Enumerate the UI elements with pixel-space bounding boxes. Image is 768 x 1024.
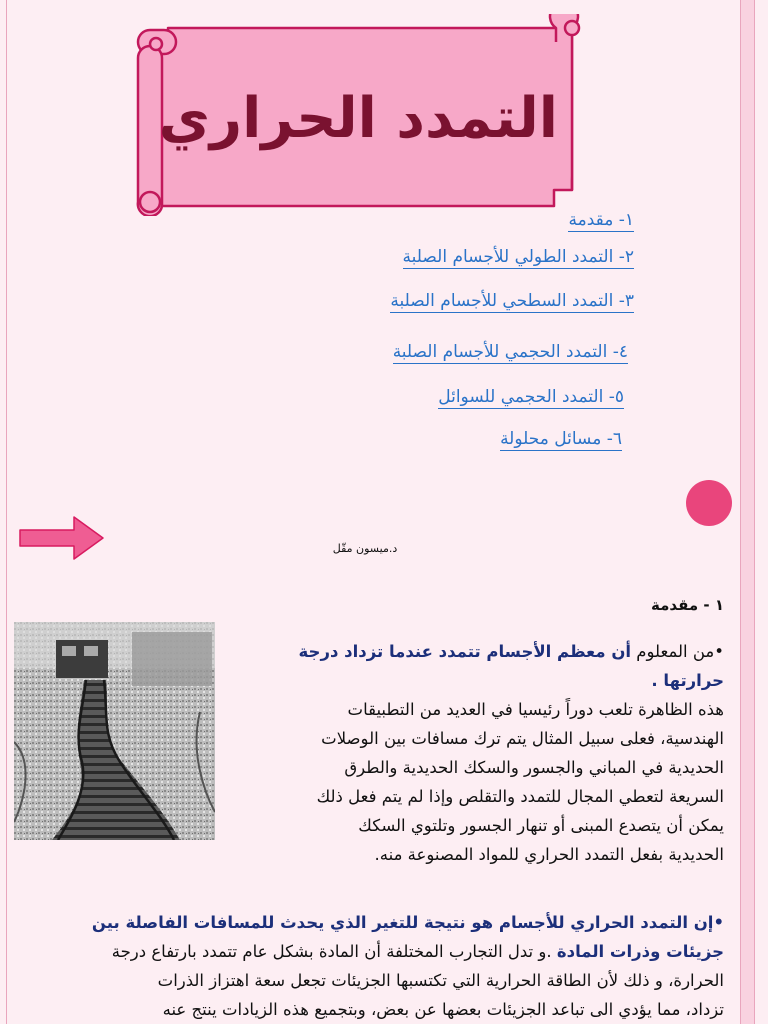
intro-highlight: حرارتها . [651,671,724,690]
section-heading: ١ - مقدمة [651,596,724,614]
frame-line-right-inner [740,0,741,1024]
explanation-rest: .و تدل التجارب المختلفة أن المادة بشكل عام تتمدد بارتفاع درجة [111,942,557,961]
toc-link-solved-problems[interactable]: ٦- مسائل محلولة [500,429,622,449]
pink-circle-icon [686,480,732,526]
intro-paragraph [299,637,724,869]
intro-line: هذه الظاهرة تلعب دوراً رئيسيا في العديد من التطبيقات [347,700,724,719]
author-name: د.ميسون مقّل [332,542,398,555]
toc-link-introduction[interactable]: ١- مقدمة [568,210,634,230]
intro-line: يمكن أن يتصدع المبنى أو تنهار الجسور وتلتوي السكك [358,816,724,835]
toc-link-surface-expansion[interactable]: ٣- التمدد السطحي للأجسام الصلبة [390,291,634,311]
intro-line: الحديدية بفعل التمدد الحراري للمواد المصنوعة منه. [374,845,724,864]
intro-line [299,666,724,695]
page-title: التمدد الحراري [158,86,558,151]
intro-line: الهندسية، فعلى سبيل المثال يتم ترك مسافات بين الوصلات [321,729,724,748]
frame-line-right-outer [754,0,755,1024]
toc-link-volume-expansion-solids[interactable]: ٤- التمدد الحجمي للأجسام الصلبة [392,342,628,362]
right-arrow-icon[interactable] [18,514,106,562]
explanation-line [4,937,724,966]
frame-line-left [6,0,7,1024]
explanation-line: •إن التمدد الحراري للأجسام هو نتيجة للتغير الذي يحدث للمسافات الفاصلة بين [91,913,724,932]
toc-link-linear-expansion[interactable]: ٢- التمدد الطولي للأجسام الصلبة [402,247,634,267]
intro-line [299,637,724,666]
explanation-line: الحرارة، و ذلك لأن الطاقة الحرارية التي تكتسبها الجزيئات تجعل سعة اهتزاز الذرات [157,971,724,990]
intro-lead: •من المعلوم [631,642,724,661]
intro-line: السريعة لتعطي المجال للتمدد والتقلص وإذا لم يتم فعل ذلك [316,787,724,806]
explanation-highlight: جزيئات وذرات المادة [556,942,724,961]
toc-link-volume-expansion-liquids[interactable]: ٥- التمدد الحجمي للسوائل [438,387,624,407]
railway-photo [14,622,215,840]
frame-strip-right [740,0,754,1024]
intro-line: الحديدية في المباني والجسور والسكك الحديدية والطرق [344,758,724,777]
intro-highlight: أن معظم الأجسام تتمدد عندما تزداد درجة [298,642,632,661]
explanation-paragraph [4,908,724,1024]
explanation-line: تزداد، مما يؤدي الى تباعد الجزيئات بعضها عن بعض، وبتجميع هذه الزيادات ينتج عنه [162,1000,724,1019]
